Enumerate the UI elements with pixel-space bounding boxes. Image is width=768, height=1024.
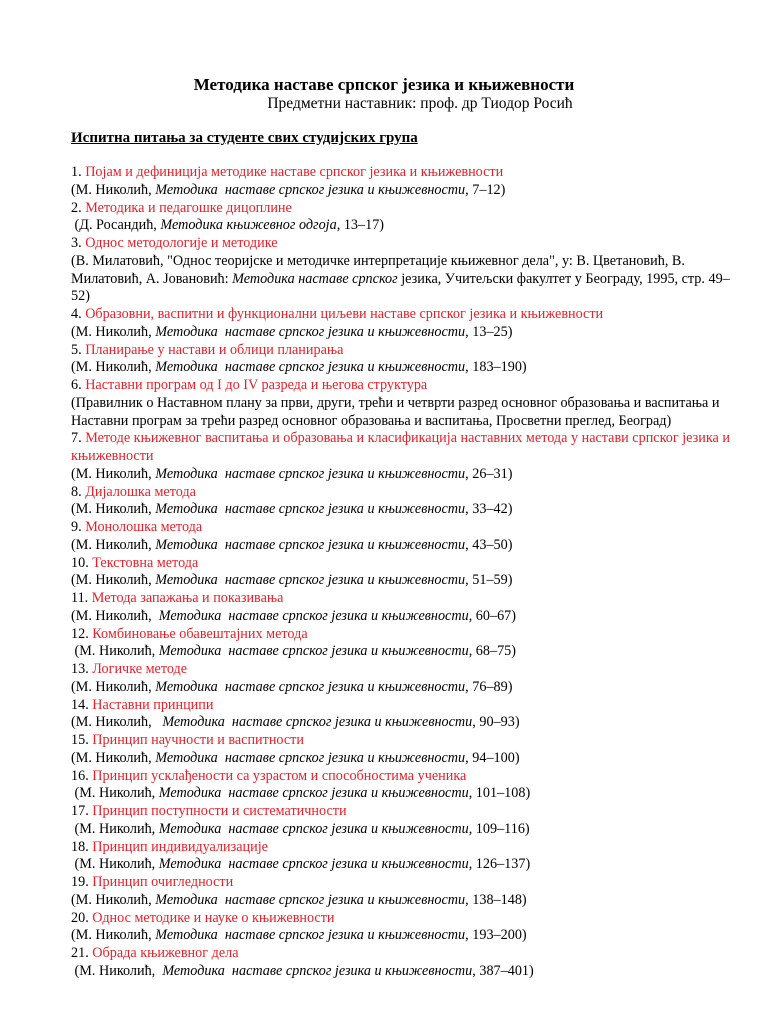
reference-author: (Д. Росандић,	[71, 217, 161, 234]
reference-book-title: Методика наставе српског језика и књижевности	[158, 856, 469, 873]
question-number: 14.	[71, 696, 89, 713]
question-topic: Принцип поступности и систематичности	[92, 803, 347, 819]
question-item	[71, 377, 731, 430]
reference-pages: , 183–190)	[465, 359, 527, 376]
reference-author: (М. Николић,	[71, 749, 156, 766]
reference-pages: , 68–75)	[468, 643, 516, 660]
question-line	[71, 590, 731, 608]
reference-pages: , 193–200)	[465, 927, 527, 944]
question-topic: Принцип усклађености са узрастом и способностима ученика	[92, 767, 467, 784]
reference-book-title: Методика наставе српског језика и књижевности	[155, 749, 466, 766]
question-list	[71, 164, 731, 981]
question-line	[71, 200, 731, 218]
question-line	[71, 626, 731, 644]
question-line	[71, 555, 731, 573]
reference-author: (М. Николић,	[71, 891, 156, 908]
question-line	[71, 306, 731, 324]
reference-book-title: Методика наставе српског језика и књижевности	[155, 678, 466, 695]
reference-author: (М. Николић,	[71, 927, 156, 944]
question-item	[71, 661, 731, 697]
question-number: 13.	[71, 661, 89, 677]
reference-author: (М. Николић,	[71, 714, 163, 731]
question-item	[71, 945, 731, 981]
question-topic: Метода запажања и показивања	[91, 590, 284, 606]
question-reference	[71, 643, 731, 661]
question-number: 8.	[71, 483, 82, 500]
reference-pages: , 387–401)	[472, 962, 534, 979]
question-item	[71, 768, 731, 804]
question-number: 10.	[71, 554, 89, 571]
reference-book-title: Методика наставе српског језика и књижевности	[155, 572, 466, 589]
reference-book-title: Методика наставе српског језика и књижевности	[158, 820, 469, 837]
question-item	[71, 484, 731, 520]
question-number: 12.	[71, 625, 89, 642]
question-line	[71, 164, 731, 182]
question-item	[71, 306, 731, 342]
question-reference	[71, 892, 731, 910]
reference-book-title: Методика наставе српског језика и књижевности	[155, 181, 466, 198]
reference-author: (М. Николић,	[71, 820, 159, 837]
question-item	[71, 626, 731, 662]
question-topic: Планирање у настави и облици планирања	[85, 341, 344, 358]
reference-author: (М. Николић,	[71, 181, 156, 198]
reference-book-title: Методика књижевног одгоја	[160, 217, 337, 234]
reference-book-title: Методика наставе српског језика и књижевности	[155, 536, 466, 553]
question-line	[71, 839, 731, 857]
question-line	[71, 342, 731, 360]
question-item	[71, 164, 731, 200]
question-number: 16.	[71, 767, 89, 784]
question-line	[71, 768, 731, 786]
document-title: Методика наставе српског језика и књижевности	[193, 75, 575, 94]
document-subtitle: Предметни наставник: проф. др Тиодор Росић	[267, 95, 573, 112]
question-reference	[71, 927, 731, 945]
question-topic: Монолошка метода	[85, 519, 203, 535]
question-topic: Наставни програм од I до IV разреда и његова структура	[85, 377, 428, 393]
reference-author: (В. Милатовић, "Однос теоријске и методичке интерпретације књижевног дела", у: В. Цветановић, В. Милатовић, А. Јовановић:	[71, 252, 689, 287]
question-reference	[71, 679, 731, 697]
question-number: 18.	[71, 838, 89, 855]
question-item	[71, 803, 731, 839]
question-topic: Методика и педагошке дицоплине	[85, 199, 292, 216]
question-line	[71, 732, 731, 750]
question-reference	[71, 501, 731, 519]
question-line	[71, 803, 731, 821]
question-reference	[71, 963, 731, 981]
reference-pages: , 51–59)	[465, 572, 513, 589]
question-item	[71, 732, 731, 768]
question-reference	[71, 785, 731, 803]
question-number: 19.	[71, 874, 89, 890]
question-reference	[71, 856, 731, 874]
question-topic: Образовни, васпитни и функционални циљеви наставе српског језика и књижевности	[85, 306, 604, 322]
reference-author: (М. Николић,	[71, 359, 156, 376]
reference-author: (М. Николић,	[71, 678, 156, 695]
question-reference	[71, 359, 731, 377]
question-number: 9.	[71, 519, 82, 535]
reference-book-title: Методика наставе српског језика и књижевности	[155, 359, 466, 376]
question-line	[71, 697, 731, 715]
question-topic: Комбиновање обавештајних метода	[92, 625, 308, 642]
question-line	[71, 484, 731, 502]
reference-pages: , 26–31)	[465, 465, 513, 482]
question-reference	[71, 395, 731, 431]
question-reference	[71, 572, 731, 590]
reference-author: (М. Николић,	[71, 607, 159, 624]
question-item	[71, 555, 731, 591]
reference-book-title: Методика наставе српског језика и књижевности	[155, 927, 466, 944]
question-line	[71, 519, 731, 537]
question-number: 21.	[71, 945, 89, 961]
question-reference	[71, 466, 731, 484]
question-line	[71, 910, 731, 928]
question-item	[71, 342, 731, 378]
question-line	[71, 235, 731, 253]
reference-book-title: Методика наставе српског језика и књижевности	[155, 323, 466, 340]
reference-pages: , 43–50)	[465, 536, 513, 553]
question-number: 17.	[71, 803, 89, 819]
question-number: 3.	[71, 235, 82, 251]
reference-book-title: Методика наставе српског језика и књижевности	[158, 643, 469, 660]
question-item	[71, 839, 731, 875]
question-topic: Текстовна метода	[92, 554, 199, 571]
reference-author: (М. Николић,	[71, 465, 156, 482]
reference-book-title: Методика наставе српског језика и књижевности	[155, 891, 466, 908]
reference-pages: , 76–89)	[465, 678, 513, 695]
reference-pages: , 7–12)	[465, 181, 506, 198]
question-item	[71, 200, 731, 236]
question-reference	[71, 750, 731, 768]
reference-pages: , 13–17)	[336, 217, 385, 234]
question-number: 4.	[71, 306, 82, 322]
question-reference	[71, 217, 731, 235]
reference-book-title: Методика наставе српског језика и књижевности	[155, 501, 466, 518]
question-item	[71, 910, 731, 946]
reference-book-title: Методика наставе српског језика и књижевности	[158, 785, 469, 802]
reference-book-title: Методика наставе српског језика и књижевности	[162, 714, 473, 731]
question-reference	[71, 608, 731, 626]
question-number: 2.	[71, 199, 82, 216]
reference-author: (М. Николић,	[71, 572, 156, 589]
question-item	[71, 519, 731, 555]
question-number: 6.	[71, 377, 82, 393]
question-item	[71, 430, 731, 483]
question-topic: Принцип индивидуализације	[92, 838, 268, 855]
question-line	[71, 377, 731, 395]
question-topic: Однос методологије и методике	[85, 235, 278, 251]
question-topic: Методе књижевног васпитања и образовања и класификација наставних метода у настави српског језика и књижевности	[71, 430, 730, 464]
reference-author: (Правилник о Наставном плану за први, други, трећи и четврти разред основног образовања и васпитања и Наставни програм за трећи разред основног образовања и васпитања, Просветни преглед, Београд)	[71, 394, 724, 429]
reference-book-title: Методика наставе српског језика и књижевности	[162, 962, 473, 979]
question-item	[71, 697, 731, 733]
reference-author: (М. Николић,	[71, 536, 156, 553]
question-line	[71, 874, 731, 892]
section-heading: Испитна питања за студенте свих студијских група	[71, 130, 418, 146]
question-item	[71, 590, 731, 626]
reference-author: (М. Николић,	[71, 643, 159, 660]
reference-author: (М. Николић,	[71, 962, 163, 979]
question-number: 7.	[71, 430, 82, 447]
question-number: 15.	[71, 732, 89, 748]
reference-book-title: Методика наставе српског	[232, 270, 398, 287]
question-topic: Наставни принципи	[92, 696, 214, 713]
question-line	[71, 945, 731, 963]
question-topic: Обрада књижевног дела	[92, 945, 239, 961]
reference-author: (М. Николић,	[71, 856, 159, 873]
question-reference	[71, 324, 731, 342]
question-number: 1.	[71, 164, 82, 180]
question-reference	[71, 182, 731, 200]
reference-pages: , 126–137)	[468, 856, 531, 873]
question-item	[71, 235, 731, 306]
reference-pages: , 94–100)	[465, 749, 520, 766]
reference-author: (М. Николић,	[71, 785, 159, 802]
question-number: 20.	[71, 909, 89, 926]
question-number: 11.	[71, 590, 89, 606]
question-item	[71, 874, 731, 910]
reference-pages: , 101–108)	[468, 785, 531, 802]
reference-pages: језика, Учитељски факултет у Београду, 1995, стр. 49–52)	[71, 270, 730, 305]
question-reference	[71, 537, 731, 555]
question-line	[71, 430, 731, 466]
question-topic: Однос методике и науке о књижевности	[92, 909, 335, 926]
question-line	[71, 661, 731, 679]
reference-pages: , 60–67)	[468, 607, 516, 624]
reference-pages: , 33–42)	[465, 501, 513, 518]
question-reference	[71, 714, 731, 732]
reference-book-title: Методика наставе српског језика и књижевности	[158, 607, 469, 624]
reference-pages: , 13–25)	[465, 323, 513, 340]
question-number: 5.	[71, 341, 82, 358]
question-topic: Принцип научности и васпитности	[92, 732, 304, 748]
reference-pages: , 109–116)	[468, 820, 530, 837]
reference-pages: , 138–148)	[465, 891, 527, 908]
reference-pages: , 90–93)	[472, 714, 520, 731]
question-topic: Логичке методе	[92, 661, 188, 677]
question-reference	[71, 821, 731, 839]
reference-book-title: Методика наставе српског језика и књижевности	[155, 465, 466, 482]
question-reference	[71, 253, 731, 306]
question-topic: Појам и дефиниција методике наставе српског језика и књижевности	[85, 164, 504, 180]
reference-author: (М. Николић,	[71, 323, 156, 340]
question-topic: Дијалошка метода	[85, 483, 196, 500]
question-topic: Принцип очигледности	[92, 874, 234, 890]
reference-author: (М. Николић,	[71, 501, 156, 518]
